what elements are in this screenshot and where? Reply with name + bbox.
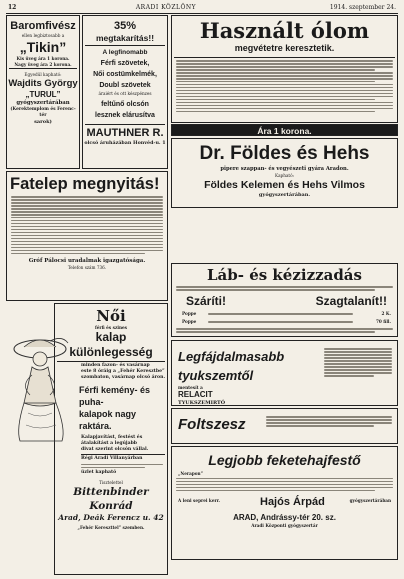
ad-fekete [171, 446, 398, 560]
kalap-line10: átalakítást a legújabb [81, 441, 137, 447]
ad-labkez [171, 263, 398, 337]
divider [174, 57, 395, 58]
fatelep-title: Fatelep megnyitás! [10, 175, 160, 193]
mauthner-item6: feltűnő olcsón [101, 101, 149, 109]
kalap-line9: Kalapjavítást, festést és [81, 435, 143, 441]
olom-body-text [172, 60, 397, 112]
foldes-name: Dr. Földes és Hehs [199, 143, 370, 164]
labkez-price2: 70 fill. [376, 318, 391, 324]
baromfi-seller5: sarok) [34, 118, 52, 125]
olom-title: Használt ólom [199, 18, 370, 43]
ad-baromfi [6, 15, 80, 169]
baromfi-pharmacy-name: „TURUL” [25, 89, 61, 99]
kalap-line1: Női [96, 307, 126, 325]
page-header [6, 3, 398, 14]
kalap-line3: kalap különlegesség [69, 330, 153, 360]
kalap-line5: este 8 óráig a „Fehér Keresztbe” [81, 369, 165, 375]
labkez-exclaim-row [172, 293, 397, 309]
labkez-footer-text [172, 328, 397, 333]
kalap-line12: Régi Aradi Villanyárban [81, 456, 143, 462]
fekete-product: „Nerapon” [178, 471, 203, 476]
labkez-title: Láb- és kézizzadás [207, 266, 362, 284]
foldes-shop-type: gyógyszertárában. [258, 192, 311, 199]
kalap-line11: divat szerint olcsón vállal. [81, 447, 149, 453]
foldes-tagline: pipere szappan- és vegyészeti gyára Aradon. [220, 166, 349, 172]
divider [85, 45, 165, 46]
fekete-pharmacy-type: gyógyszertárában [349, 498, 391, 504]
tyukszem-title: Legfájdalmasabb tyukszemtől [178, 349, 285, 383]
ad-fatelep [6, 171, 168, 301]
labkez-product: Poppe [182, 310, 197, 316]
labkez-price-row-1 [172, 311, 397, 319]
baromfi-seller: Wajdits György [8, 77, 78, 89]
kalap-owner: Bittenbinder Konrád [73, 486, 149, 513]
kalap-line6: szombaton, vasárnap olcsó áron. [81, 375, 166, 381]
baromfi-line1: ellen legbiztosabb a [21, 33, 65, 38]
labkez-body-text [172, 286, 397, 291]
mauthner-item5: áraiért és ott készpénzes [98, 91, 152, 96]
tyukszem-product: RELACIT [178, 390, 213, 400]
tyukszem-product2: TYUKSZEMIRTÓ [178, 400, 226, 406]
baromfi-brand: „Tikin” [19, 39, 67, 56]
labkez-price-row-2 [172, 319, 397, 327]
baromfi-seller3: gyógyszertárában [16, 99, 70, 106]
fekete-cta-row [172, 494, 397, 510]
tyukszem-body-text [320, 347, 396, 378]
ad-foldes [171, 138, 398, 208]
ad-mauthner [82, 15, 168, 169]
baromfi-line4: Egyedül kapható: [24, 72, 62, 78]
labkez-exclaim2: Szagtalanít!! [315, 293, 387, 308]
tyukszem-title-block [178, 347, 316, 406]
kalap-line8: kalapok nagy raktára. [79, 409, 137, 432]
issue-date: 1914. szeptember 24. [329, 4, 396, 11]
baromfi-line2: Kis üveg ára 1 korona. [16, 56, 70, 62]
kalap-line13: üzlet kapható [81, 469, 117, 475]
kalap-line4: minden fazon- és vasárnap [81, 363, 150, 369]
fekete-title: Legjobb feketehajfestő [208, 452, 361, 468]
olom-subtitle: megvétetre keresztetik. [234, 43, 335, 53]
baromfi-line3: Nagy üveg ára 2 korona. [14, 61, 72, 67]
kalap-footer: „Fehér Kereszttel” szemben. [77, 525, 145, 531]
baromfi-seller4: (Kerektemplom és Ferenc-tér [10, 106, 76, 118]
mauthner-item2: Férfi szövetek, [100, 60, 150, 67]
fatelep-body-text [7, 196, 167, 254]
baromfi-title: Baromfivész [10, 20, 76, 32]
mauthner-address: olcsó áruházában Honvéd-u. 1 [84, 140, 166, 147]
fekete-body-text [172, 478, 397, 492]
mauthner-discount-text: megtakarítás!! [95, 33, 155, 43]
foldes-shop: Földes Kelemen és Hehs Vilmos [204, 179, 365, 192]
kalap-greeting: Tisztelettel [99, 479, 123, 485]
page-number: 12 [8, 4, 17, 11]
divider [9, 68, 77, 69]
mauthner-name: MAUTHNER R. [86, 127, 164, 140]
fekete-footer2: Aradi Központi gyógyszertár [251, 523, 318, 529]
mauthner-item7: lesznek elárusítva [95, 112, 155, 120]
masthead: ARADI KÖZLÖNY [135, 4, 197, 11]
ad-hasznalt-olom [171, 15, 398, 123]
labkez-exclaim1: Száríti! [186, 293, 227, 308]
kalap-body-text [77, 464, 167, 469]
tyukszem-subtitle: mentesít a [178, 385, 203, 390]
kalap-line7: Férfi kemény- és puha- [79, 385, 151, 408]
mauthner-item3: Női costümkelmék, [93, 71, 157, 78]
kalap-owner-address: Arad, Deák Ferencz u. 42 [58, 513, 164, 523]
mauthner-item4: Doubl szövetek [99, 82, 151, 89]
foldes-available: Kapható: [274, 173, 295, 178]
fatelep-signature: Gróf Pálocsi uradalmak igazgatósága. [28, 258, 146, 265]
woman-with-hat-illustration [10, 333, 76, 445]
mauthner-item1: A legfinomabb [102, 49, 148, 56]
labkez-product-2: Poppe [182, 318, 197, 324]
fekete-footer: ARAD, Andrássy-tér 20. sz. [233, 513, 336, 523]
kalap-line2: férfi és szines [94, 325, 128, 330]
olom-price-banner: Ára 1 korona. [171, 124, 398, 136]
ad-tyukszem [171, 340, 398, 406]
labkez-price1: 2 K. [381, 310, 391, 316]
divider [85, 124, 165, 125]
mauthner-discount: 35% [113, 20, 137, 32]
ad-foltszesz [171, 408, 398, 444]
fatelep-phone: Telefon szám 736. [67, 265, 107, 271]
fekete-pharmacy: Hajós Árpád [260, 496, 325, 509]
newspaper-page [6, 3, 398, 575]
fekete-cta: A leni seprei kerr. [178, 498, 220, 504]
foltszesz-title: Foltszesz [178, 416, 246, 433]
foltszesz-body-text [262, 415, 396, 428]
